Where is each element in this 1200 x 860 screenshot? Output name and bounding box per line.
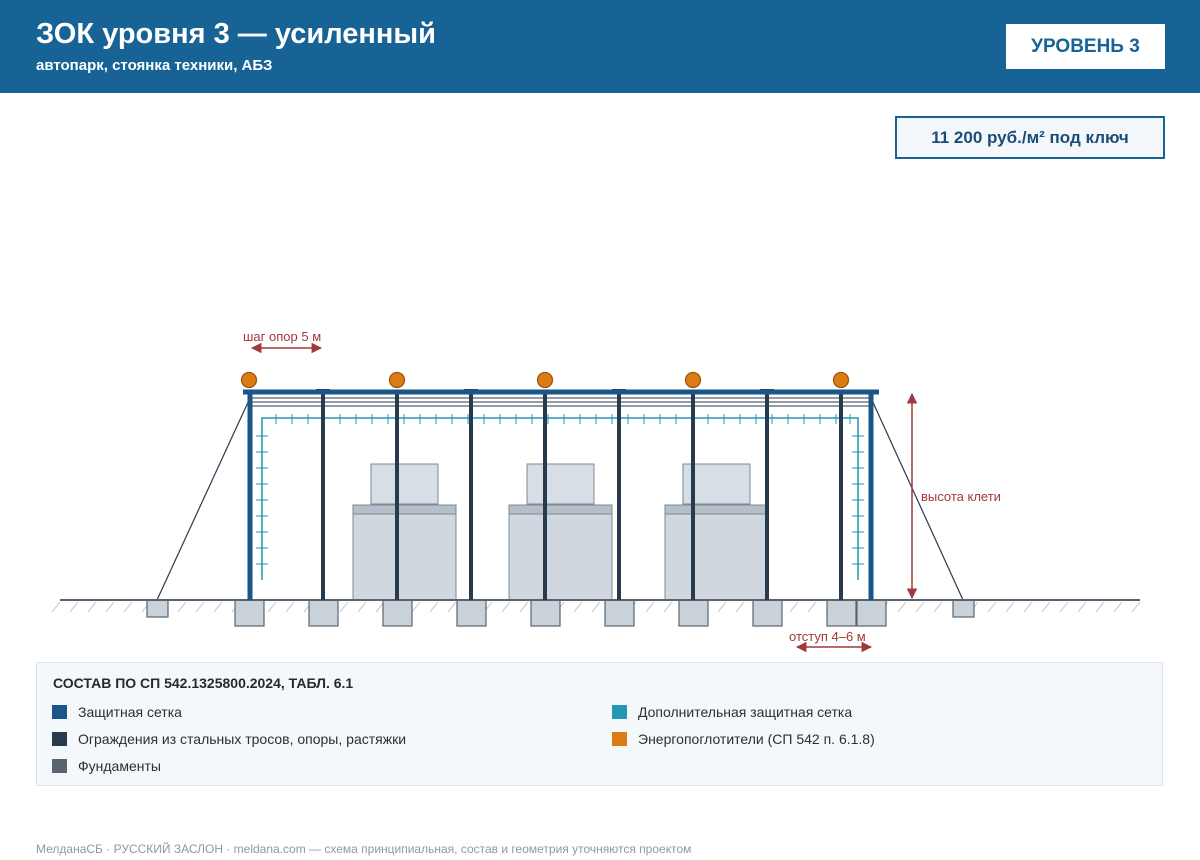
legend-item-label: Энергопоглотители (СП 542 п. 6.1.8): [638, 731, 875, 747]
energy-absorbers: [242, 373, 849, 388]
cage-height-label: высота клети: [921, 489, 1001, 504]
legend-panel: [36, 662, 1163, 786]
legend-item-label: Ограждения из стальных тросов, опоры, растяжки: [78, 731, 407, 747]
legend-swatch: [52, 759, 67, 773]
level-badge: УРОВЕНЬ 3: [1006, 24, 1165, 69]
steel-cables: [250, 398, 871, 406]
legend-swatch: [612, 705, 627, 719]
legend-item-label: Защитная сетка: [78, 704, 182, 720]
legend-item-energy-absorbers: [612, 731, 875, 747]
legend-swatch: [52, 732, 67, 746]
vehicle-2: [509, 464, 612, 600]
vehicle-3: [665, 464, 768, 600]
legend-heading: СОСТАВ ПО СП 542.1325800.2024, ТАБЛ. 6.1: [53, 675, 354, 691]
legend-item-steel-cables: [52, 731, 406, 747]
post-spacing-label: шаг опор 5 м: [243, 329, 322, 344]
setback-label: отступ 4–6 м: [789, 629, 866, 644]
page-subtitle: автопарк, стоянка техники, АБЗ: [36, 57, 273, 74]
vehicle-1: [353, 464, 456, 600]
legend-item-label: Фундаменты: [78, 758, 161, 774]
footer-note: МелданаСБ · РУССКИЙ ЗАСЛОН · meldana.com — схема принципиальная, состав и геометрия уточняются проектом: [36, 842, 692, 856]
legend-item-label: Дополнительная защитная сетка: [638, 704, 853, 720]
foundations: [147, 600, 974, 626]
legend-item-protective-mesh: [52, 704, 182, 720]
legend-swatch: [612, 732, 627, 746]
ground-hatching: [52, 602, 1140, 612]
legend-item-foundations: [52, 758, 161, 774]
legend-item-additional-mesh: [612, 704, 852, 720]
legend-swatch: [52, 705, 67, 719]
price-box: 11 200 руб./м² под ключ: [895, 116, 1165, 159]
page-title: ЗОК уровня 3 — усиленный: [36, 18, 436, 50]
